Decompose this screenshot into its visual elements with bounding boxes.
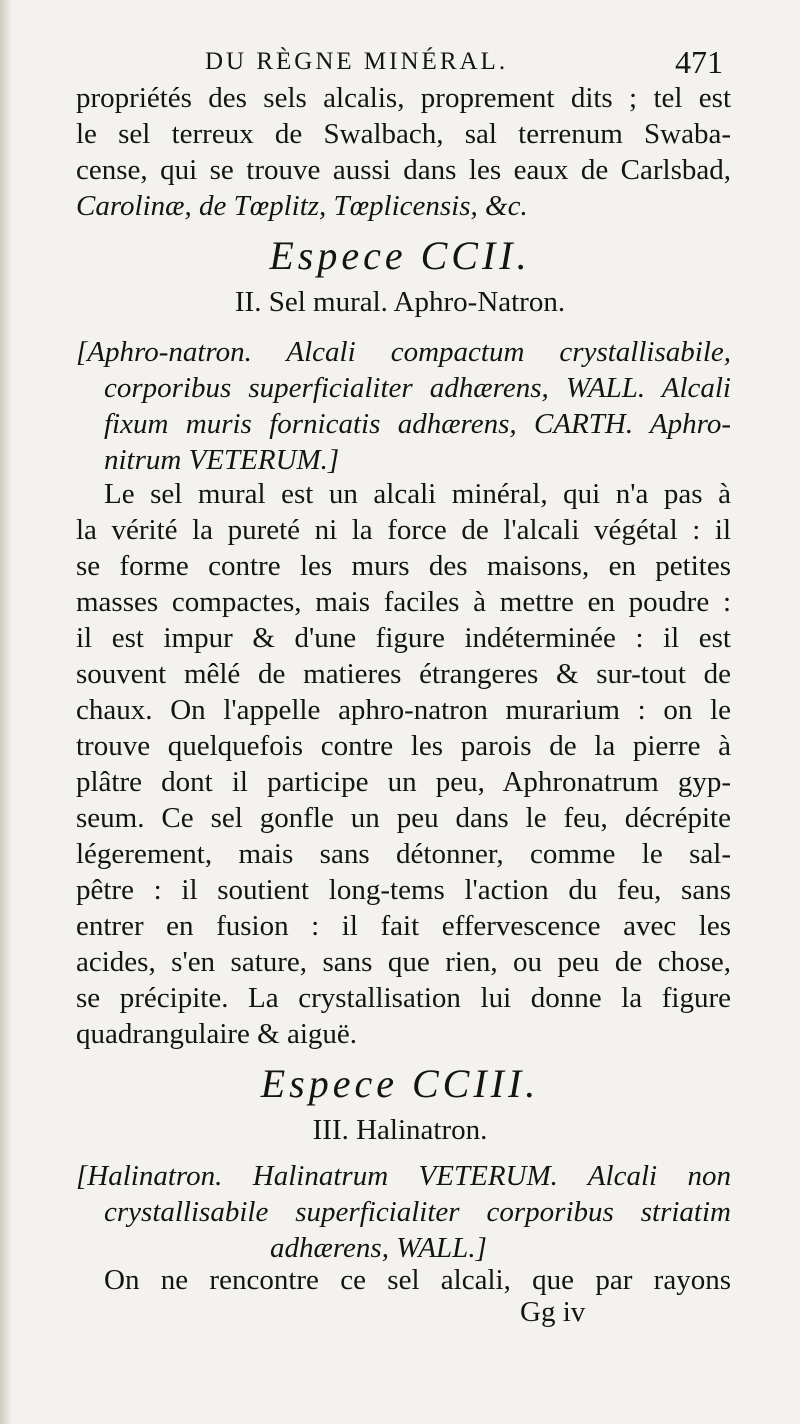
species-title: Espece CCIII. — [260, 1061, 540, 1106]
synonym-line: [Aphro-natron. Alcali compactum crystallisabile, — [76, 336, 731, 368]
text-line: trouve quelquefois contre les parois de la pierre à — [76, 730, 731, 762]
page-header — [205, 44, 735, 84]
text-line: masses compactes, mais faciles à mettre en poudre : — [76, 586, 731, 618]
text-line: plâtre dont il participe un peu, Aphronatrum gyp- — [76, 766, 731, 798]
text-line: seum. Ce sel gonfle un peu dans le feu, décrépite — [76, 802, 731, 834]
text-line: chaux. On l'appelle aphro-natron murarium : on le — [76, 694, 731, 726]
synonym-line: fixum muris fornicatis adhærens, CARTH. Aphro- — [104, 408, 731, 440]
text-line: quadrangulaire & aiguë. — [76, 1018, 358, 1050]
text-line: Le sel mural est un alcali minéral, qui n'a pas à — [104, 478, 731, 510]
synonym-line: crystallisabile superficialiter corporibus striatim — [104, 1196, 731, 1228]
text-line: cense, qui se trouve aussi dans les eaux de Carlsbad, — [76, 154, 731, 186]
species-subtitle: II. Sel mural. Aphro-Natron. — [234, 286, 566, 318]
text-line: Carolinæ, de Tœplitz, Tœplicensis, &c. — [76, 190, 528, 222]
synonym-line: [Halinatron. Halinatrum VETERUM. Alcali non — [76, 1160, 731, 1192]
synonym-line: nitrum VETERUM.] — [104, 444, 340, 476]
text-line: souvent mêlé de matieres étrangeres & sur-tout de — [76, 658, 731, 690]
species-subtitle: III. Halinatron. — [312, 1114, 488, 1146]
text-line: acides, s'en sature, sans que rien, ou peu de chose, — [76, 946, 731, 978]
text-line: se forme contre les murs des maisons, en petites — [76, 550, 731, 582]
text-line: la vérité la pureté ni la force de l'alcali végétal : il — [76, 514, 731, 546]
text-line: On ne rencontre ce sel alcali, que par rayons — [104, 1264, 731, 1296]
synonym-line: corporibus superficialiter adhærens, WALL. Alcali — [104, 372, 731, 404]
page-edge-shadow — [0, 0, 12, 1424]
text-line: entrer en fusion : il fait effervescence avec les — [76, 910, 731, 942]
running-title: DU RÈGNE MINÉRAL. — [205, 48, 509, 75]
signature-mark: Gg iv — [520, 1296, 586, 1328]
species-title: Espece CCII. — [269, 233, 531, 278]
page-number: 471 — [675, 44, 723, 80]
synonym-line: adhærens, WALL.] — [270, 1232, 487, 1264]
text-line: il est impur & d'une figure indéterminée : il est — [76, 622, 731, 654]
text-line: se précipite. La crystallisation lui donne la figure — [76, 982, 731, 1014]
text-line: pêtre : il soutient long-tems l'action du feu, sans — [76, 874, 731, 906]
text-line: légerement, mais sans détonner, comme le sal- — [76, 838, 731, 870]
text-line: propriétés des sels alcalis, proprement dits ; tel est — [76, 82, 731, 114]
text-line: le sel terreux de Swalbach, sal terrenum Swaba- — [76, 118, 731, 150]
